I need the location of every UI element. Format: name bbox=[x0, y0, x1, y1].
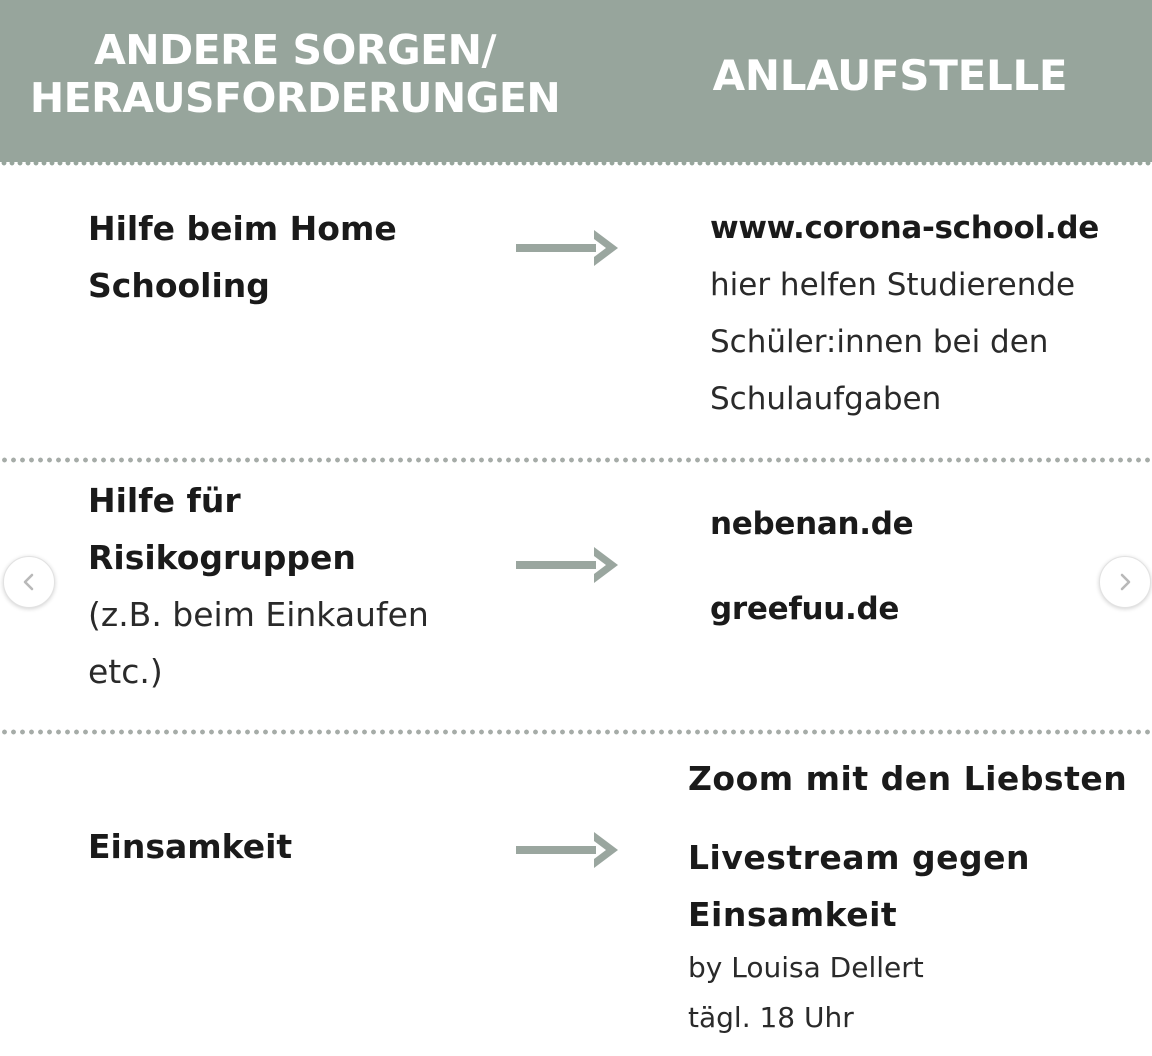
arrow-right-icon bbox=[516, 547, 618, 583]
chevron-left-icon bbox=[18, 571, 40, 593]
row-2-concern-line-1: Hilfe für bbox=[88, 481, 241, 520]
row-1-desc-line-3: Schulaufgaben bbox=[710, 381, 942, 417]
carousel-next-button[interactable] bbox=[1099, 556, 1151, 608]
row-divider bbox=[0, 457, 1152, 463]
row-1-concern-line-2: Schooling bbox=[88, 266, 270, 305]
livestream-time: tägl. 18 Uhr bbox=[688, 1001, 854, 1034]
arrow-right-icon bbox=[516, 832, 618, 868]
row-1-concern bbox=[88, 200, 397, 314]
header-left-line-1: ANDERE SORGEN/ bbox=[94, 26, 496, 74]
row-2-concern-line-4: etc.) bbox=[88, 652, 163, 691]
row-2-concern-line-3: (z.B. beim Einkaufen bbox=[88, 595, 429, 634]
chevron-right-icon bbox=[1114, 571, 1136, 593]
row-1-concern-line-1: Hilfe beim Home bbox=[88, 209, 397, 248]
row-2-concern-line-2: Risikogruppen bbox=[88, 538, 356, 577]
header-column-concerns bbox=[0, 26, 590, 122]
header-left-line-2: HERAUSFORDERUNGEN bbox=[29, 74, 561, 122]
carousel-prev-button[interactable] bbox=[3, 556, 55, 608]
nebenan-link[interactable]: nebenan.de bbox=[710, 506, 914, 542]
row-3-concern: Einsamkeit bbox=[88, 827, 293, 866]
greefuu-link[interactable]: greefuu.de bbox=[710, 591, 900, 627]
zoom-item: Zoom mit den Liebsten bbox=[688, 759, 1128, 798]
livestream-author: by Louisa Dellert bbox=[688, 951, 924, 984]
livestream-line-1: Livestream gegen bbox=[688, 838, 1030, 877]
header-scalloped-edge bbox=[0, 160, 1152, 166]
row-1-contact bbox=[710, 200, 1099, 428]
row-1-desc-line-2: Schüler:innen bei den bbox=[710, 324, 1049, 360]
arrow-right-icon bbox=[516, 230, 618, 266]
row-1-desc-line-1: hier helfen Studierende bbox=[710, 267, 1076, 303]
livestream-line-2: Einsamkeit bbox=[688, 895, 898, 934]
row-2-concern bbox=[88, 472, 429, 700]
row-divider bbox=[0, 729, 1152, 735]
header-column-contact: ANLAUFSTELLE bbox=[712, 51, 1068, 100]
corona-school-link[interactable]: www.corona-school.de bbox=[710, 210, 1099, 246]
livestream-item bbox=[688, 829, 1030, 1043]
